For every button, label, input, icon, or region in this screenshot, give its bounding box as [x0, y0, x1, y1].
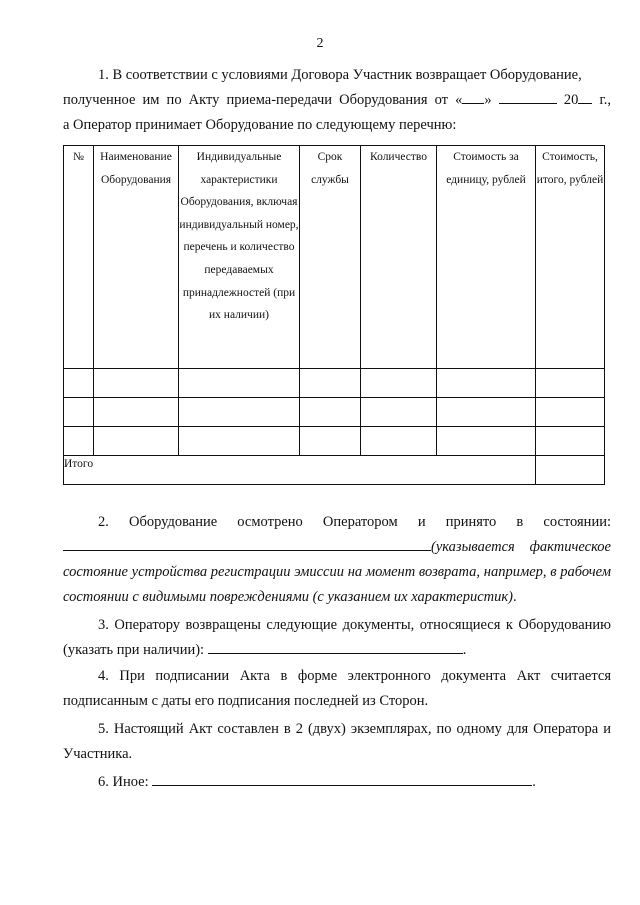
table-row: [64, 369, 605, 398]
paragraph-1-line-2: [63, 88, 611, 113]
table-cell[interactable]: [536, 427, 605, 456]
paragraph-1-quote-close: »: [484, 92, 492, 108]
table-cell[interactable]: [300, 369, 361, 398]
total-value[interactable]: [536, 456, 605, 485]
paragraph-2-prefix: 2. Оборудование осмотрено Оператором и принято в состоянии:: [98, 514, 611, 530]
total-label: Итого: [64, 456, 536, 485]
paragraph-6-label: 6. Иное:: [98, 774, 149, 790]
documents-blank[interactable]: [208, 639, 463, 654]
paragraph-1-date-prefix: полученное им по Акту приема-передачи Оборудования от «: [63, 92, 463, 108]
paragraph-3-body: [63, 613, 611, 663]
table-cell[interactable]: [300, 398, 361, 427]
header-characteristics: Индивидуальные характеристики Оборудования, включая индивидуальный номер, перечень и количество передаваемых принадлежностей (при их наличии): [179, 146, 300, 369]
paragraph-1-year-prefix: 20: [563, 92, 579, 108]
table-cell[interactable]: [361, 398, 437, 427]
paragraph-3-text: 3. Оператору возвращены следующие документы, относящиеся к Оборудованию (указать при наличии):: [63, 617, 611, 658]
page-number: 2: [316, 36, 324, 51]
paragraph-1-line-1: 1. В соответствии с условиями Договора Участник возвращает Оборудование,: [98, 67, 582, 83]
table-cell[interactable]: [437, 427, 536, 456]
paragraph-2-suffix: .: [512, 589, 517, 605]
paragraph-1-year-suffix: г.,: [599, 92, 612, 108]
table-cell[interactable]: [179, 369, 300, 398]
month-blank[interactable]: [499, 89, 557, 104]
header-number: №: [64, 146, 94, 369]
paragraph-3: [63, 613, 611, 663]
paragraph-2-italic: (указывается фактическое состояние устройства регистрации эмиссии на момент возврата, например, в рабочем состоянии с видимыми повреждениями (с указанием их характеристик): [63, 539, 611, 605]
table-cell[interactable]: [437, 369, 536, 398]
paragraph-6: [63, 770, 611, 795]
table-cell[interactable]: [64, 369, 94, 398]
table-cell[interactable]: [536, 369, 605, 398]
table-cell[interactable]: [179, 427, 300, 456]
condition-blank[interactable]: [63, 536, 431, 551]
paragraph-2: [63, 510, 611, 610]
table-cell[interactable]: [94, 427, 179, 456]
table-cell[interactable]: [437, 398, 536, 427]
paragraph-4: 4. При подписании Акта в форме электронного документа Акт считается подписанным с даты его подписания последней из Сторон.: [63, 668, 611, 709]
table-cell[interactable]: [64, 427, 94, 456]
table-total-row: [64, 456, 605, 485]
table-cell[interactable]: [300, 427, 361, 456]
header-quantity: Количество: [361, 146, 437, 369]
header-total-cost: Стоимость, итого, рублей: [536, 146, 605, 369]
table-cell[interactable]: [179, 398, 300, 427]
table-cell[interactable]: [94, 398, 179, 427]
table-cell[interactable]: [361, 369, 437, 398]
paragraph-3-suffix: .: [462, 642, 467, 658]
year-blank[interactable]: [578, 89, 592, 104]
table-cell[interactable]: [536, 398, 605, 427]
paragraph-1: [63, 63, 611, 138]
table-row: [64, 398, 605, 427]
paragraph-2-body: [63, 535, 611, 610]
header-service-life: Срок службы: [300, 146, 361, 369]
day-blank[interactable]: [462, 89, 484, 104]
equipment-table: [63, 145, 605, 485]
table-row: [64, 427, 605, 456]
paragraph-5: 5. Настоящий Акт составлен в 2 (двух) экземплярах, по одному для Оператора и Участника.: [63, 721, 611, 762]
header-unit-cost: Стоимость за единицу, рублей: [437, 146, 536, 369]
table-cell[interactable]: [94, 369, 179, 398]
header-name: Наименование Оборудования: [94, 146, 179, 369]
paragraph-1-line-3: а Оператор принимает Оборудование по следующему перечню:: [63, 117, 457, 133]
table-cell[interactable]: [361, 427, 437, 456]
table-header-row: [64, 146, 605, 369]
paragraph-6-suffix: .: [532, 774, 536, 790]
other-blank[interactable]: [152, 771, 532, 786]
table-cell[interactable]: [64, 398, 94, 427]
